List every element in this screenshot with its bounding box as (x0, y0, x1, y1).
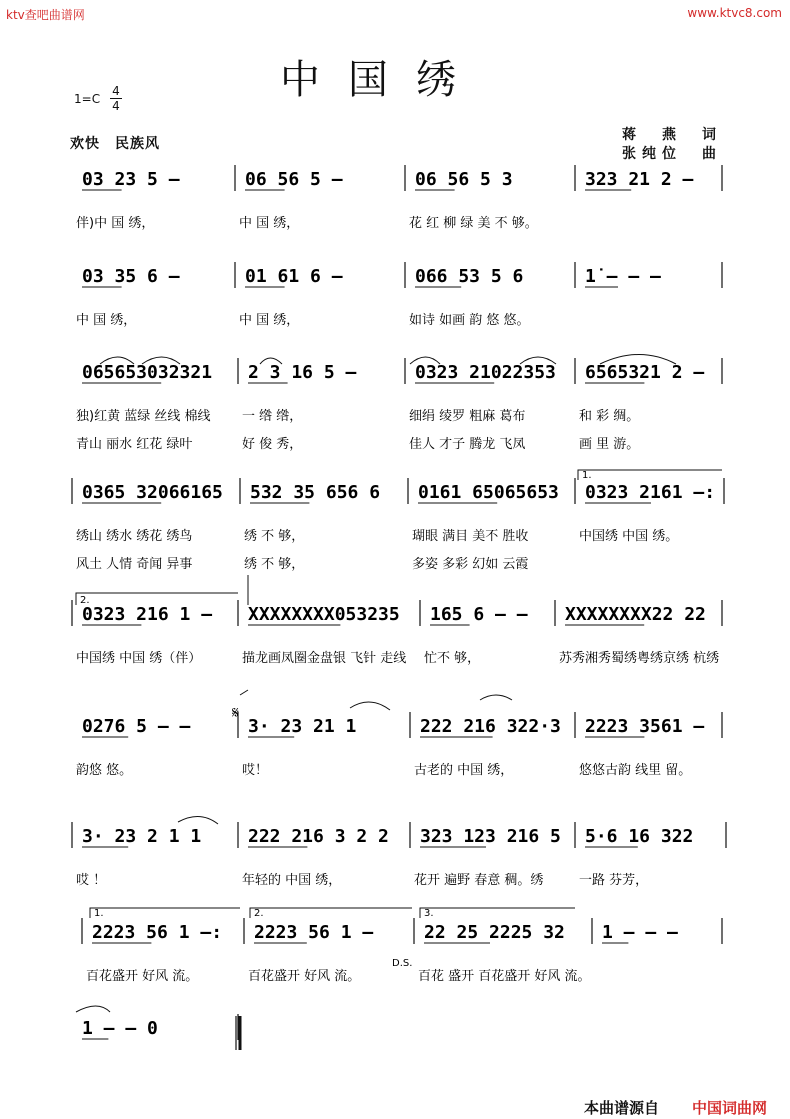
lyric-segment: 哎 ！ (76, 873, 107, 888)
lyric-segment: 绣 不 够， (244, 557, 305, 572)
watermark-right: www.ktvc8.com (687, 6, 782, 20)
lyric-segment: 中国绣 中国 绣。 (579, 529, 679, 544)
lyric-segment: 一 绺 绺， (242, 409, 303, 424)
measure-notes: 0365 32066165 (82, 482, 223, 503)
key-signature: 1=C (74, 92, 101, 106)
measure-notes: 222 216 3 2 2 (248, 826, 389, 847)
measure-notes: 0276 5 – – (82, 716, 191, 737)
lyric-segment: 哎！ (242, 763, 269, 778)
measure-notes: 0323 2161 –: (585, 482, 716, 503)
lyric-segment: 青山 丽水 红花 绿叶 (76, 437, 193, 452)
lyric-segment: 独)红黄 蓝绿 丝线 棉线 (76, 409, 211, 424)
lyric-segment: 中 国 绣， (239, 313, 300, 328)
lyric-segment: 好 俊 秀， (242, 437, 303, 452)
lyric-segment: 百花 盛开 百花盛开 好风 流。 (418, 969, 591, 984)
lyric-segment: 忙不 够， (424, 651, 481, 666)
lyric-segment: 花 红 柳 绿 美 不 够。 (409, 216, 538, 231)
lyric-segment: 如诗 如画 韵 悠 悠。 (409, 313, 530, 328)
lyric-segment: 绣山 绣水 绣花 绣鸟 (76, 529, 193, 544)
volta-label: 3. (424, 908, 434, 919)
lyric-segment: 多姿 多彩 幻如 云霞 (412, 557, 529, 572)
lyric-segment: 一路 芬芳， (579, 873, 649, 888)
measure-notes: 6565321 2 – (585, 362, 705, 383)
composer-credit: 张纯位 曲 (622, 146, 722, 162)
da-segno-mark: D.S. (392, 958, 413, 969)
measure-notes: 1̇ – – – (585, 266, 661, 287)
volta-label: 1. (582, 470, 592, 481)
lyric-segment: 悠悠古韵 线里 留。 (579, 763, 692, 778)
measure-notes: 06 56 5 – (245, 169, 343, 190)
lyric-segment: 和 彩 绸。 (579, 409, 640, 424)
volta-label: 2. (254, 908, 264, 919)
segno-sign: 𝄋 (232, 703, 239, 722)
measure-notes: 0323 216 1 – (82, 604, 213, 625)
song-title: 中国绣 (280, 57, 484, 103)
tempo-style: 欢快 民族风 (70, 136, 160, 152)
lyric-segment: 佳人 才子 腾龙 飞凤 (409, 437, 526, 452)
measure-notes: 03 35 6 – (82, 266, 180, 287)
lyric-segment: 瑚眼 满目 美不 胜收 (412, 529, 529, 544)
measure-notes: 1 – – 0 (82, 1018, 158, 1039)
lyric-segment: 绣 不 够， (244, 529, 305, 544)
measure-notes: 01 61 6 – (245, 266, 343, 287)
measure-notes: 065653032321 (82, 362, 213, 383)
measure-notes: 222 216 322·3 (420, 716, 561, 737)
lyric-segment: 百花盛开 好风 流。 (248, 969, 361, 984)
measure-notes: XXXXXXXX22 22 (565, 604, 706, 625)
measure-notes: 532 35 656 6 (250, 482, 381, 503)
lyric-segment: 古老的 中国 绣， (414, 763, 514, 778)
lyric-segment: 花开 遍野 春意 稠。绣 (414, 873, 544, 888)
measure-notes: 2223 3561 – (585, 716, 705, 737)
measure-notes: 323 123 216 5 (420, 826, 561, 847)
lyric-segment: 风土 人情 奇闻 异事 (76, 557, 193, 572)
time-signature-top: 4 (112, 84, 120, 98)
measure-notes: 1 – – – (602, 922, 678, 943)
measure-notes: XXXXXXXX053235 (248, 604, 400, 625)
lyric-segment: 画 里 游。 (579, 437, 640, 452)
volta-label: 1. (94, 908, 104, 919)
source-label: 本曲谱源自 (584, 1099, 660, 1117)
lyric-segment: 百花盛开 好风 流。 (86, 969, 199, 984)
source-site: 中国词曲网 (692, 1099, 768, 1117)
watermark-left: ktv查吧曲谱网 (6, 8, 85, 22)
measure-notes: 165 6 – – (430, 604, 528, 625)
measure-notes: 2 3 16 5 – (248, 362, 357, 383)
time-signature-bottom: 4 (110, 98, 122, 113)
measure-notes: 06 56 5 3 (415, 169, 513, 190)
lyric-segment: 中 国 绣， (239, 216, 300, 231)
measure-notes: 2223 56 1 – (254, 922, 374, 943)
measure-notes: 3· 23 21 1 (248, 716, 357, 737)
measure-notes: 22 25 2225 32 (424, 922, 565, 943)
measure-notes: 03 23 5 – (82, 169, 180, 190)
measure-notes: 066 53 5 6 (415, 266, 524, 287)
lyric-segment: 中 国 绣， (76, 313, 137, 328)
lyric-segment: 韵悠 悠。 (76, 763, 133, 778)
lyricist-credit: 蒋 燕 词 (622, 127, 722, 143)
measure-notes: 2223 56 1 –: (92, 922, 223, 943)
lyric-segment: 伴)中 国 绣， (76, 216, 155, 231)
lyric-segment: 中国绣 中国 绣（伴） (76, 651, 202, 666)
measure-notes: 0161 65065653 (418, 482, 559, 503)
measure-notes: 5·6 16 322 (585, 826, 694, 847)
volta-label: 2. (80, 595, 90, 606)
measure-notes: 3· 23 2 1 1 (82, 826, 202, 847)
lyric-segment: 细绢 绫罗 粗麻 葛布 (409, 409, 526, 424)
measure-notes: 323 21 2 – (585, 169, 694, 190)
measure-notes: 0323 21022353 (415, 362, 556, 383)
lyric-segment: 描龙画凤圈金盘银 飞针 走线 (242, 651, 407, 666)
lyric-segment: 年轻的 中国 绣， (242, 873, 342, 888)
lyric-segment: 苏秀湘秀蜀绣粤绣京绣 杭绣 (559, 651, 720, 666)
